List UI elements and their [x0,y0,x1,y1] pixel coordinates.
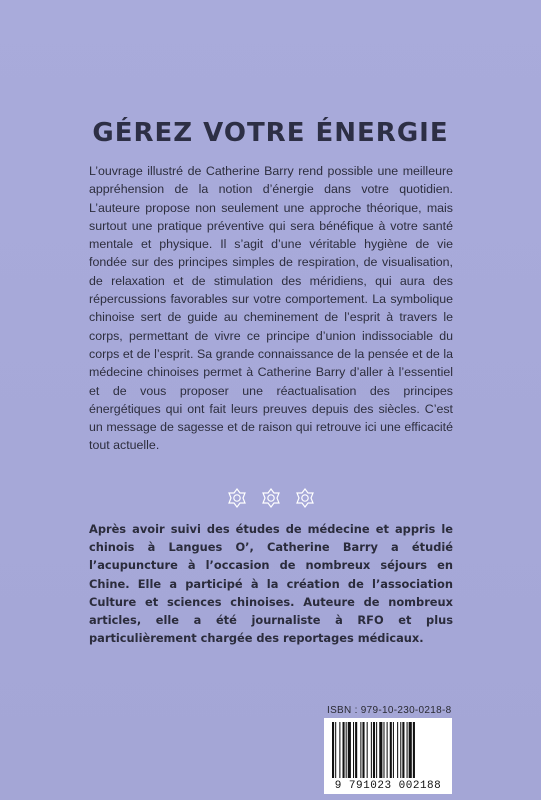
ornament-row [0,487,541,509]
book-title: GÉREZ VOTRE ÉNERGIE [92,118,449,148]
barcode-bars [332,722,444,778]
lotus-icon [257,487,285,509]
lotus-icon [223,487,251,509]
author-bio: Après avoir suivi des études de médecine et appris le chinois à Langues O’, Catherine Barry a étudié l’acupuncture à l’occasion de nombreux séjours en Chine. Elle a participé à la création de l’association Culture et sciences chinoises. Auteure de nombreux articles, elle a été journaliste à RFO et plus particulièrement chargée des reportages médicaux. [89,522,453,646]
lotus-icon [291,487,319,509]
barcode-digits: 9 791023 002188 [334,780,442,792]
isbn-label: ISBN : 979-10-230-0218-8 [327,705,452,716]
barcode [324,718,452,794]
book-description: L’ouvrage illustré de Catherine Barry rend possible une meilleure appréhension de la notion d’énergie dans votre quotidien. L’auteure propose non seulement une approche théorique, mais surtout une pratique préventive qui sera bénéfique à votre santé mentale et physique. Il s’agit d’une véritable hygiène de vie fondée sur des principes simples de respiration, de visualisation, de relaxation et de stimulation des méridiens, qui aura des répercussions favorables sur votre comportement. La symbolique chinoise sert de guide au cheminement de l’esprit à travers le corps, permettant de vivre ce principe d’union indissociable du corps et de l’esprit. Sa grande connaissance de la pensée et de la médecine chinoises permet à Catherine Barry d’aller à l’essentiel et de vous proposer une réactualisation des principes énergétiques qui ont fait leurs preuves depuis des siècles. C’est un message de sagesse et de raison qui retrouve ici une efficacité tout actuelle. [89,164,453,453]
